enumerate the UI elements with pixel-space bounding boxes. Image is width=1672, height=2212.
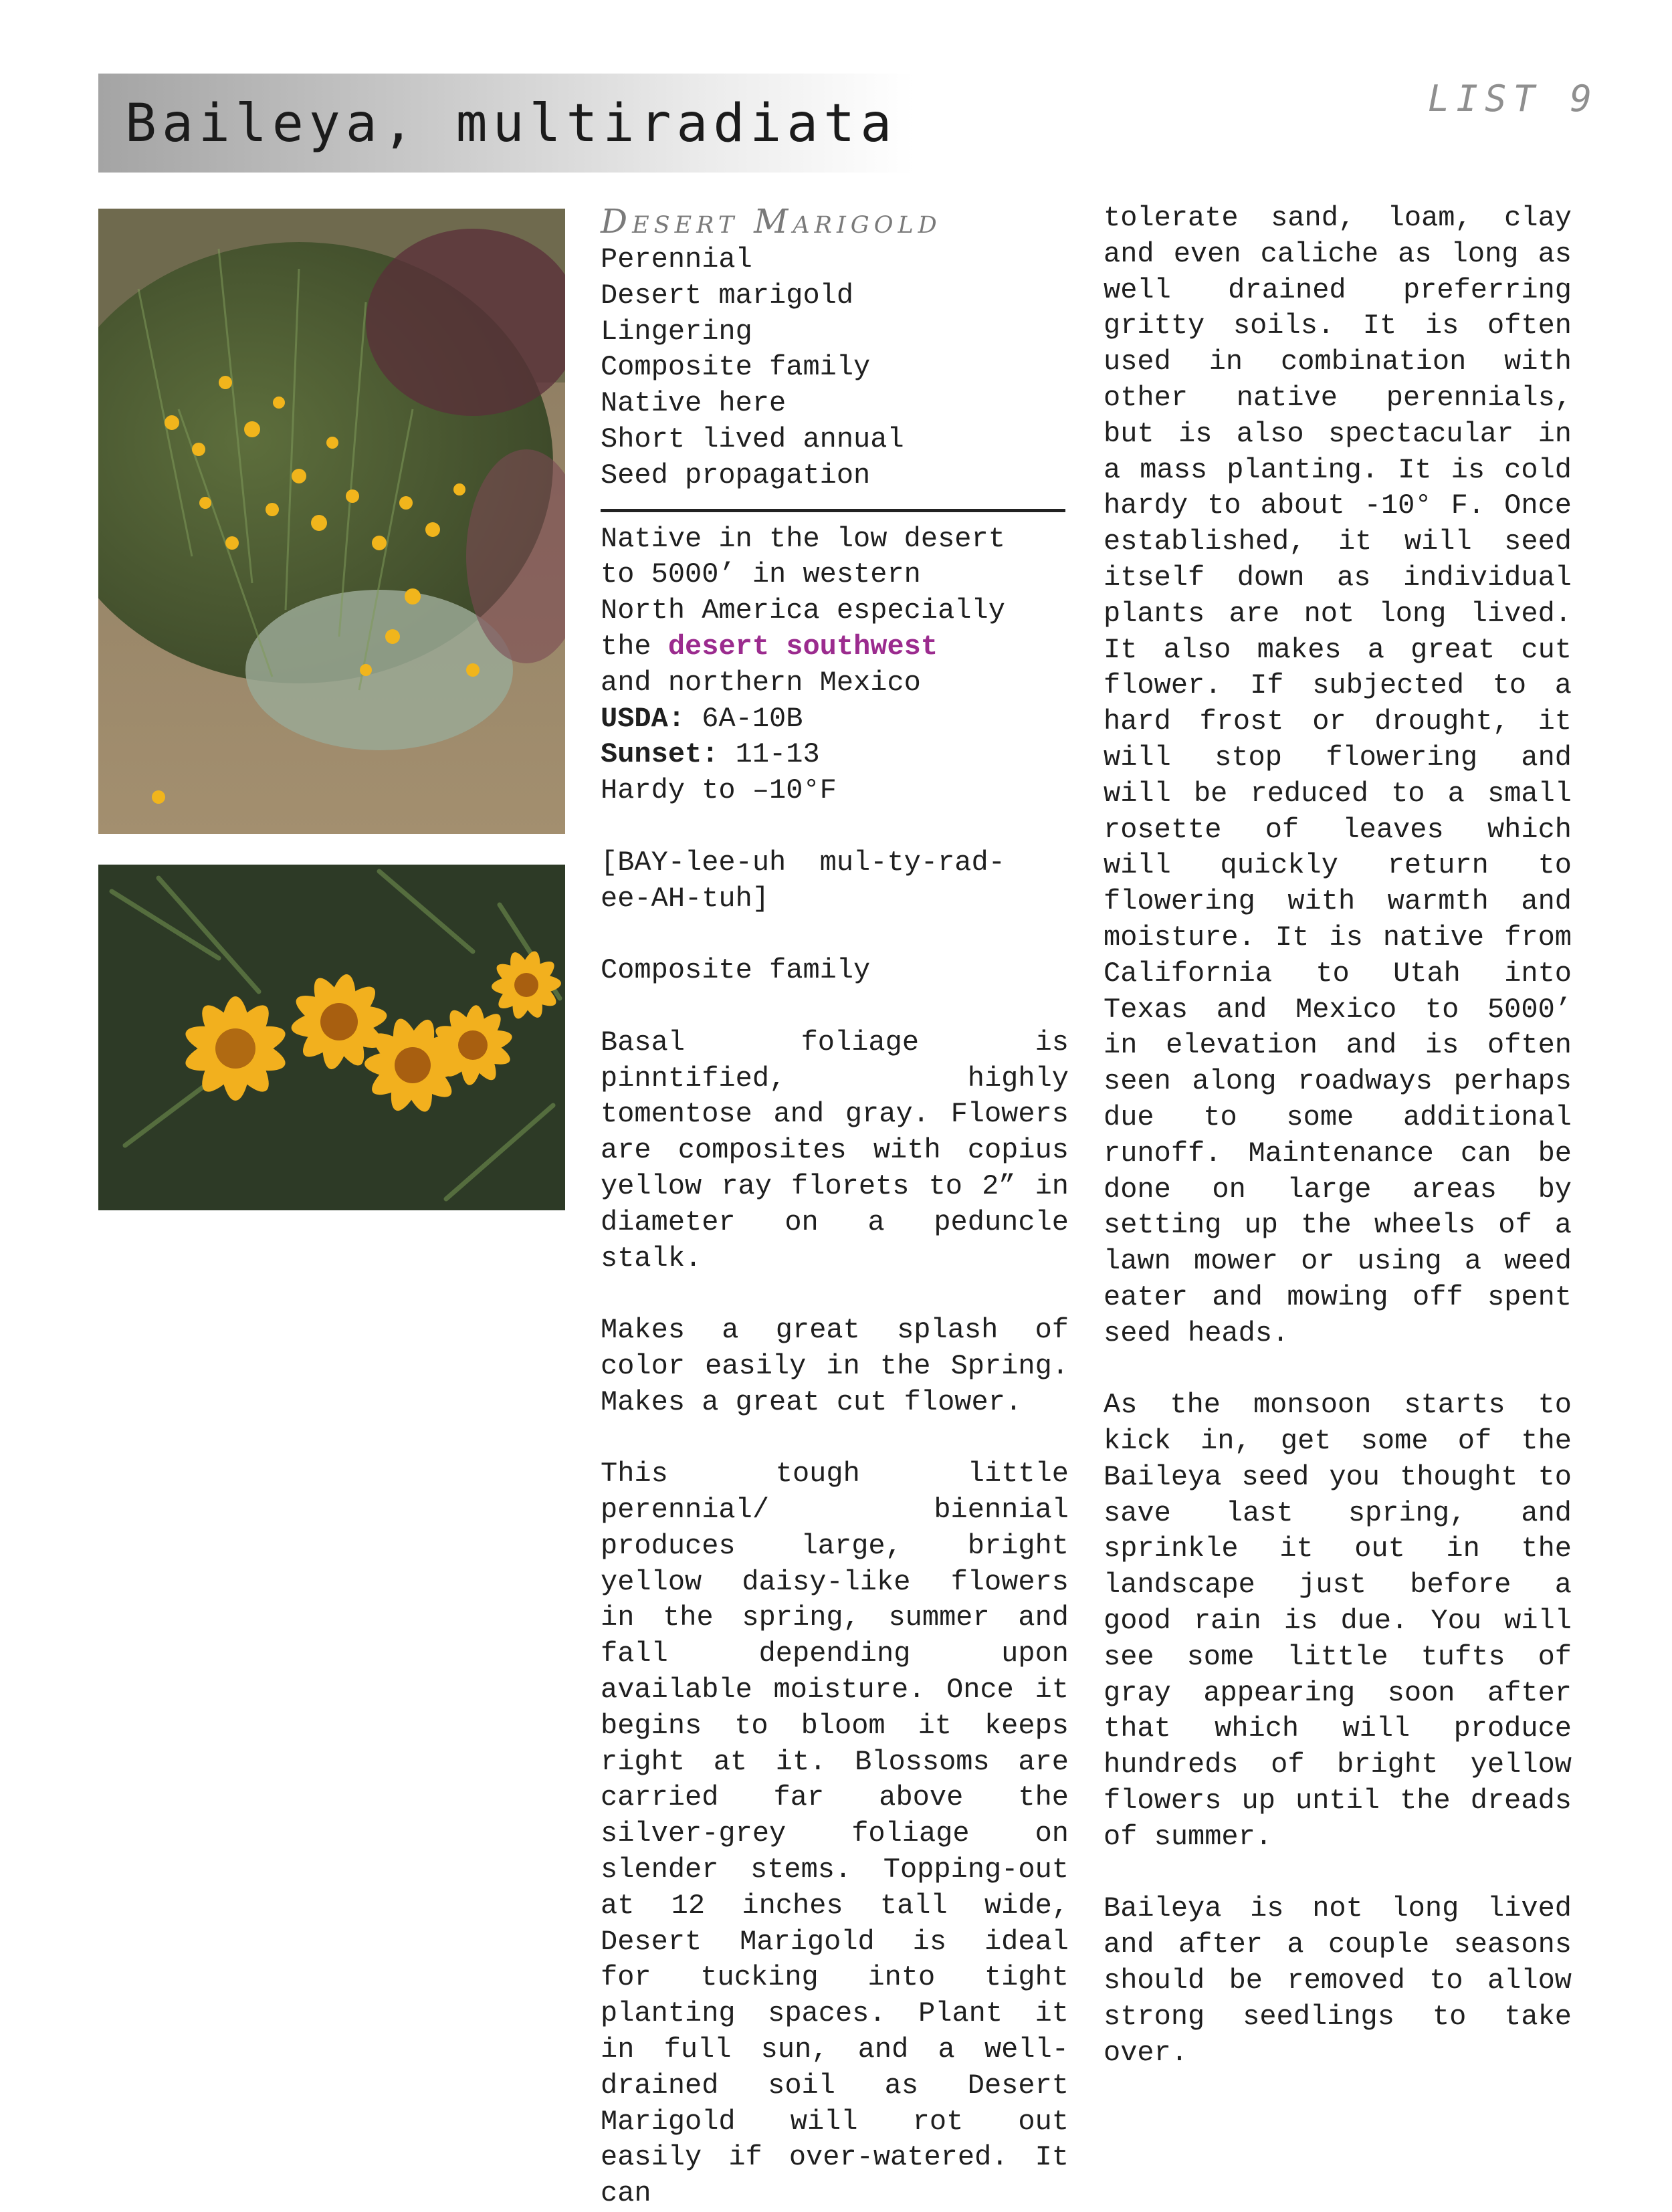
section-divider <box>601 509 1065 512</box>
fact-line: Desert marigold <box>601 279 854 312</box>
native-range-line: and northern Mexico <box>601 666 921 699</box>
page-title: Baileya, multiradiata <box>125 94 898 154</box>
fact-line: Native here <box>601 387 787 420</box>
native-range-prefix: the <box>601 630 668 663</box>
middle-column <box>601 201 1069 2212</box>
tolerate-paragraph: tolerate sand, loam, clay and even caliche as long as well drained preferring gritty soils. It is often used in combination with other native perennials, but is also spectacular in a mass planting. It is cold hardy to about -10° F. Once established, it will seed itself down as individual plants are not long lived. It also makes a great cut flower. If subjected to a hard frost or drought, it will stop flowering and will be reduced to a small rosette of leaves which will quickly return to flowering with warmth and moisture. It is native from California to Utah into Texas and Mexico to 5000’ in elevation and is often seen along roadways perhaps due to some additional runoff. Maintenance can be done on large areas by setting up the wheels of a lawn mower or using a weed eater and mowing off spent seed heads. <box>1104 202 1572 1349</box>
fact-line: Composite family <box>601 351 871 384</box>
usda-value: 6A-10B <box>685 702 803 735</box>
lifespan-paragraph: Baileya is not long lived and after a couple seasons should be removed to allow strong seedlings to take over. <box>1104 1892 1572 2069</box>
photo-flower-closeup <box>98 865 565 1210</box>
native-range-line <box>601 629 1069 665</box>
fact-line: Perennial <box>601 243 752 275</box>
pronunciation-line: ee-AH-tuh] <box>601 882 770 915</box>
native-range-line: to 5000’ in western <box>601 558 921 591</box>
fact-line: Lingering <box>601 315 752 348</box>
native-range-highlight: desert southwest <box>667 630 938 663</box>
shrub-photo-image <box>98 209 565 834</box>
tough-perennial-paragraph: This tough little perennial/ biennial produces large, bright yellow daisy-like flowers in the spring, summer and fall depending upon available moisture. Once it begins to bloom it keeps right at it. Blossoms are carried far above the silver-grey foliage on slender stems. Topping-out at 12 inches tall wide, Desert Marigold is ideal for tucking into tight planting spaces. Plant it in full sun, and a well-drained soil as Desert Marigold will rot out easily if over-watered. It can <box>601 1458 1069 2210</box>
foliage-paragraph: Basal foliage is pinntified, highly tomentose and gray. Flowers are composites with copius yellow ray florets to 2” in diameter on a peduncle stalk. <box>601 1026 1069 1275</box>
usda-label: USDA: <box>601 702 686 735</box>
flower-photo-image <box>98 865 565 1210</box>
sunset-zone <box>601 737 1069 773</box>
monsoon-paragraph: As the monsoon starts to kick in, get some of the Baileya seed you thought to save last spring, and sprinkle it out in the landscape just before a good rain is due. You will see some little tufts of gray appearing soon after that which will produce hundreds of bright yellow flowers up until the dreads of summer. <box>1104 1389 1572 1853</box>
sunset-value: 11-13 <box>718 738 820 771</box>
photo-shrub <box>98 209 565 834</box>
fact-line: Short lived annual <box>601 423 904 455</box>
pronunciation-line: [BAY-lee-uh mul-ty-rad- <box>601 846 1005 879</box>
list-label: LIST 9 <box>1427 78 1598 120</box>
title-bar <box>98 74 914 173</box>
hardiness: Hardy to –10°F <box>601 774 837 807</box>
fact-line: Seed propagation <box>601 459 871 491</box>
sunset-label: Sunset: <box>601 738 719 771</box>
native-range-line: North America especially <box>601 594 1005 627</box>
native-range-line: Native in the low desert <box>601 522 1005 555</box>
usda-zone <box>601 701 1069 738</box>
splash-paragraph: Makes a great splash of color easily in the Spring. Makes a great cut flower. <box>601 1314 1069 1418</box>
right-column <box>1104 201 1572 2071</box>
family-line: Composite family <box>601 954 871 987</box>
common-name: Desert Marigold <box>601 202 942 241</box>
